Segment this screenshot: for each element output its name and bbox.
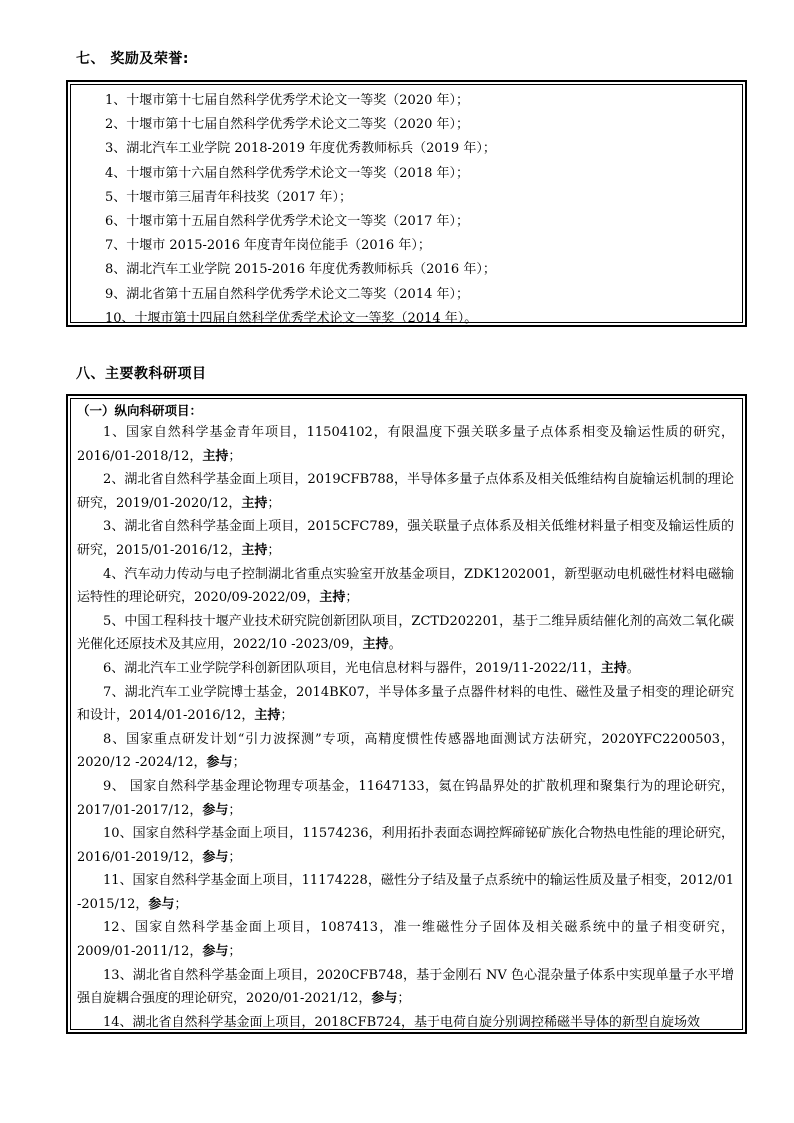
project-end: ； [280, 708, 294, 724]
project-text: 9、 国家自然科学基金理论物理专项基金，11647133，氦在钨晶界处的扩散机理和聚集行为的理论研究，2017/01-2017/12， [77, 778, 734, 818]
award-item: 7、十堰市 2015-2016 年度青年岗位能手（2016 年）； [105, 238, 431, 254]
project-item [71, 468, 742, 515]
project-text: 10、国家自然科学基金面上项目，11574236，利用拓扑表面态调控辉碲铋矿族化合物热电性能的理论研究，2016/01-2019/12， [77, 826, 734, 865]
project-item [71, 421, 742, 468]
project-role: 主持 [600, 660, 627, 676]
project-text: 14、湖北省自然科学基金面上项目，2018CFB724，基于电荷自旋分别调控稀磁半导体的新型自旋场效 [103, 1014, 700, 1030]
project-role: 参与 [148, 896, 175, 912]
project-text: 2、湖北省自然科学基金面上项目，2019CFB788，半导体多量子点体系及相关低维结构自旋输运机制的理论研究，2019/01-2020/12， [77, 472, 734, 511]
project-role: 主持 [362, 637, 389, 653]
project-item [71, 563, 742, 610]
award-item: 2、十堰市第十七届自然科学优秀学术论文二等奖（2020 年）； [105, 117, 469, 133]
projects-box-inner [70, 398, 743, 1030]
project-role: 主持 [241, 542, 268, 558]
award-item: 3、湖北汽车工业学院 2018-2019 年度优秀教师标兵（2019 年）； [105, 141, 496, 157]
project-end: ； [267, 495, 281, 511]
projects-box [66, 394, 747, 1034]
project-role: 参与 [371, 991, 398, 1007]
award-item: 1、十堰市第十七届自然科学优秀学术论文一等奖（2020 年）； [105, 93, 469, 108]
project-end: ； [228, 802, 242, 818]
project-end: ； [228, 944, 242, 960]
project-end: ； [397, 991, 411, 1007]
project-end: 。 [626, 660, 640, 676]
project-end: ； [228, 448, 242, 464]
project-text: 3、湖北省自然科学基金面上项目，2015CFC789，强关联量子点体系及相关低维材料量子相变及输运性质的研究，2015/01-2016/12， [77, 519, 734, 558]
project-end: 。 [388, 637, 402, 653]
award-item: 4、十堰市第十六届自然科学优秀学术论文一等奖（2018 年）； [105, 165, 469, 181]
project-text: 13、湖北省自然科学基金面上项目，2020CFB748，基于金刚石 NV 色心混杂量子体系中实现单量子水平增强自旋耦合强度的理论研究，2020/01-2021/12， [77, 967, 734, 1007]
project-text: 7、湖北汽车工业学院博士基金，2014BK07，半导体多量子点器件材料的电性、磁性及量子相变的理论研究和设计，2014/01-2016/12， [77, 684, 734, 724]
awards-box [66, 80, 747, 327]
project-role: 主持 [202, 448, 229, 464]
project-item [71, 822, 742, 869]
awards-list [71, 85, 742, 331]
project-item [71, 964, 742, 1011]
project-item [71, 916, 742, 963]
project-text: 6、湖北汽车工业学院学科创新团队项目，光电信息材料与器件，2019/11-2022/11， [103, 660, 601, 676]
project-end: ； [267, 542, 281, 558]
project-text: 12、国家自然科学基金面上项目，1087413，准一维磁性分子固体及相关磁系统中的量子相变研究，2009/01-2011/12， [77, 920, 734, 960]
project-role: 主持 [254, 708, 281, 724]
project-text: 11、国家自然科学基金面上项目，11174228，磁性分子结及量子点系统中的输运性质及量子相变，2012/01 -2015/12， [77, 873, 734, 912]
award-item: 9、湖北省第十五届自然科学优秀学术论文二等奖（2014 年）； [105, 286, 469, 302]
project-end: ； [228, 849, 242, 865]
project-end: ； [232, 755, 246, 771]
project-item [71, 1011, 742, 1030]
project-text: 1、国家自然科学基金青年项目，11504102，有限温度下强关联多量子点体系相变及输运性质的研究，2016/01-2018/12， [77, 425, 734, 464]
award-item: 6、十堰市第十五届自然科学优秀学术论文一等奖（2017 年）； [105, 213, 469, 229]
award-item: 8、湖北汽车工业学院 2015-2016 年度优秀教师标兵（2016 年）； [105, 262, 496, 278]
project-end: ； [345, 590, 359, 606]
project-end: ； [174, 896, 188, 912]
project-text: 5、中国工程科技十堰产业技术研究院创新团队项目，ZCTD202201，基于二维异质结催化剂的高效二氧化碳光催化还原技术及其应用，2022/10 -2023/09， [77, 613, 734, 653]
projects-subheading: （一）纵向科研项目： [77, 403, 203, 418]
section-7-heading: 七、 奖励及荣誉: [76, 51, 189, 67]
project-text: 8、国家重点研发计划“引力波探测”专项，高精度惯性传感器地面测试方法研究，2020YFC2200503，2020/12 -2024/12， [77, 731, 734, 771]
project-item [71, 728, 742, 775]
project-item [71, 869, 742, 916]
project-role: 主持 [319, 590, 346, 606]
section-8-heading: 八、主要教科研项目 [76, 366, 207, 382]
project-item [71, 681, 742, 728]
awards-box-inner [70, 84, 743, 326]
project-role: 参与 [206, 755, 233, 771]
project-item [71, 775, 742, 822]
project-item [71, 657, 742, 681]
project-role: 参与 [202, 802, 229, 818]
award-item: 10、十堰市第十四届自然科学优秀学术论文一等奖（2014 年）。 [105, 310, 478, 326]
project-item [71, 610, 742, 657]
project-item [71, 515, 742, 562]
award-item: 5、十堰市第三届青年科技奖（2017 年）； [105, 189, 352, 205]
project-role: 参与 [202, 944, 229, 960]
project-role: 主持 [241, 495, 268, 511]
project-text: 4、汽车动力传动与电子控制湖北省重点实验室开放基金项目，ZDK1202001，新型驱动电机磁性材料电磁输运特性的理论研究，2020/09-2022/09， [77, 566, 734, 606]
project-role: 参与 [202, 849, 229, 865]
